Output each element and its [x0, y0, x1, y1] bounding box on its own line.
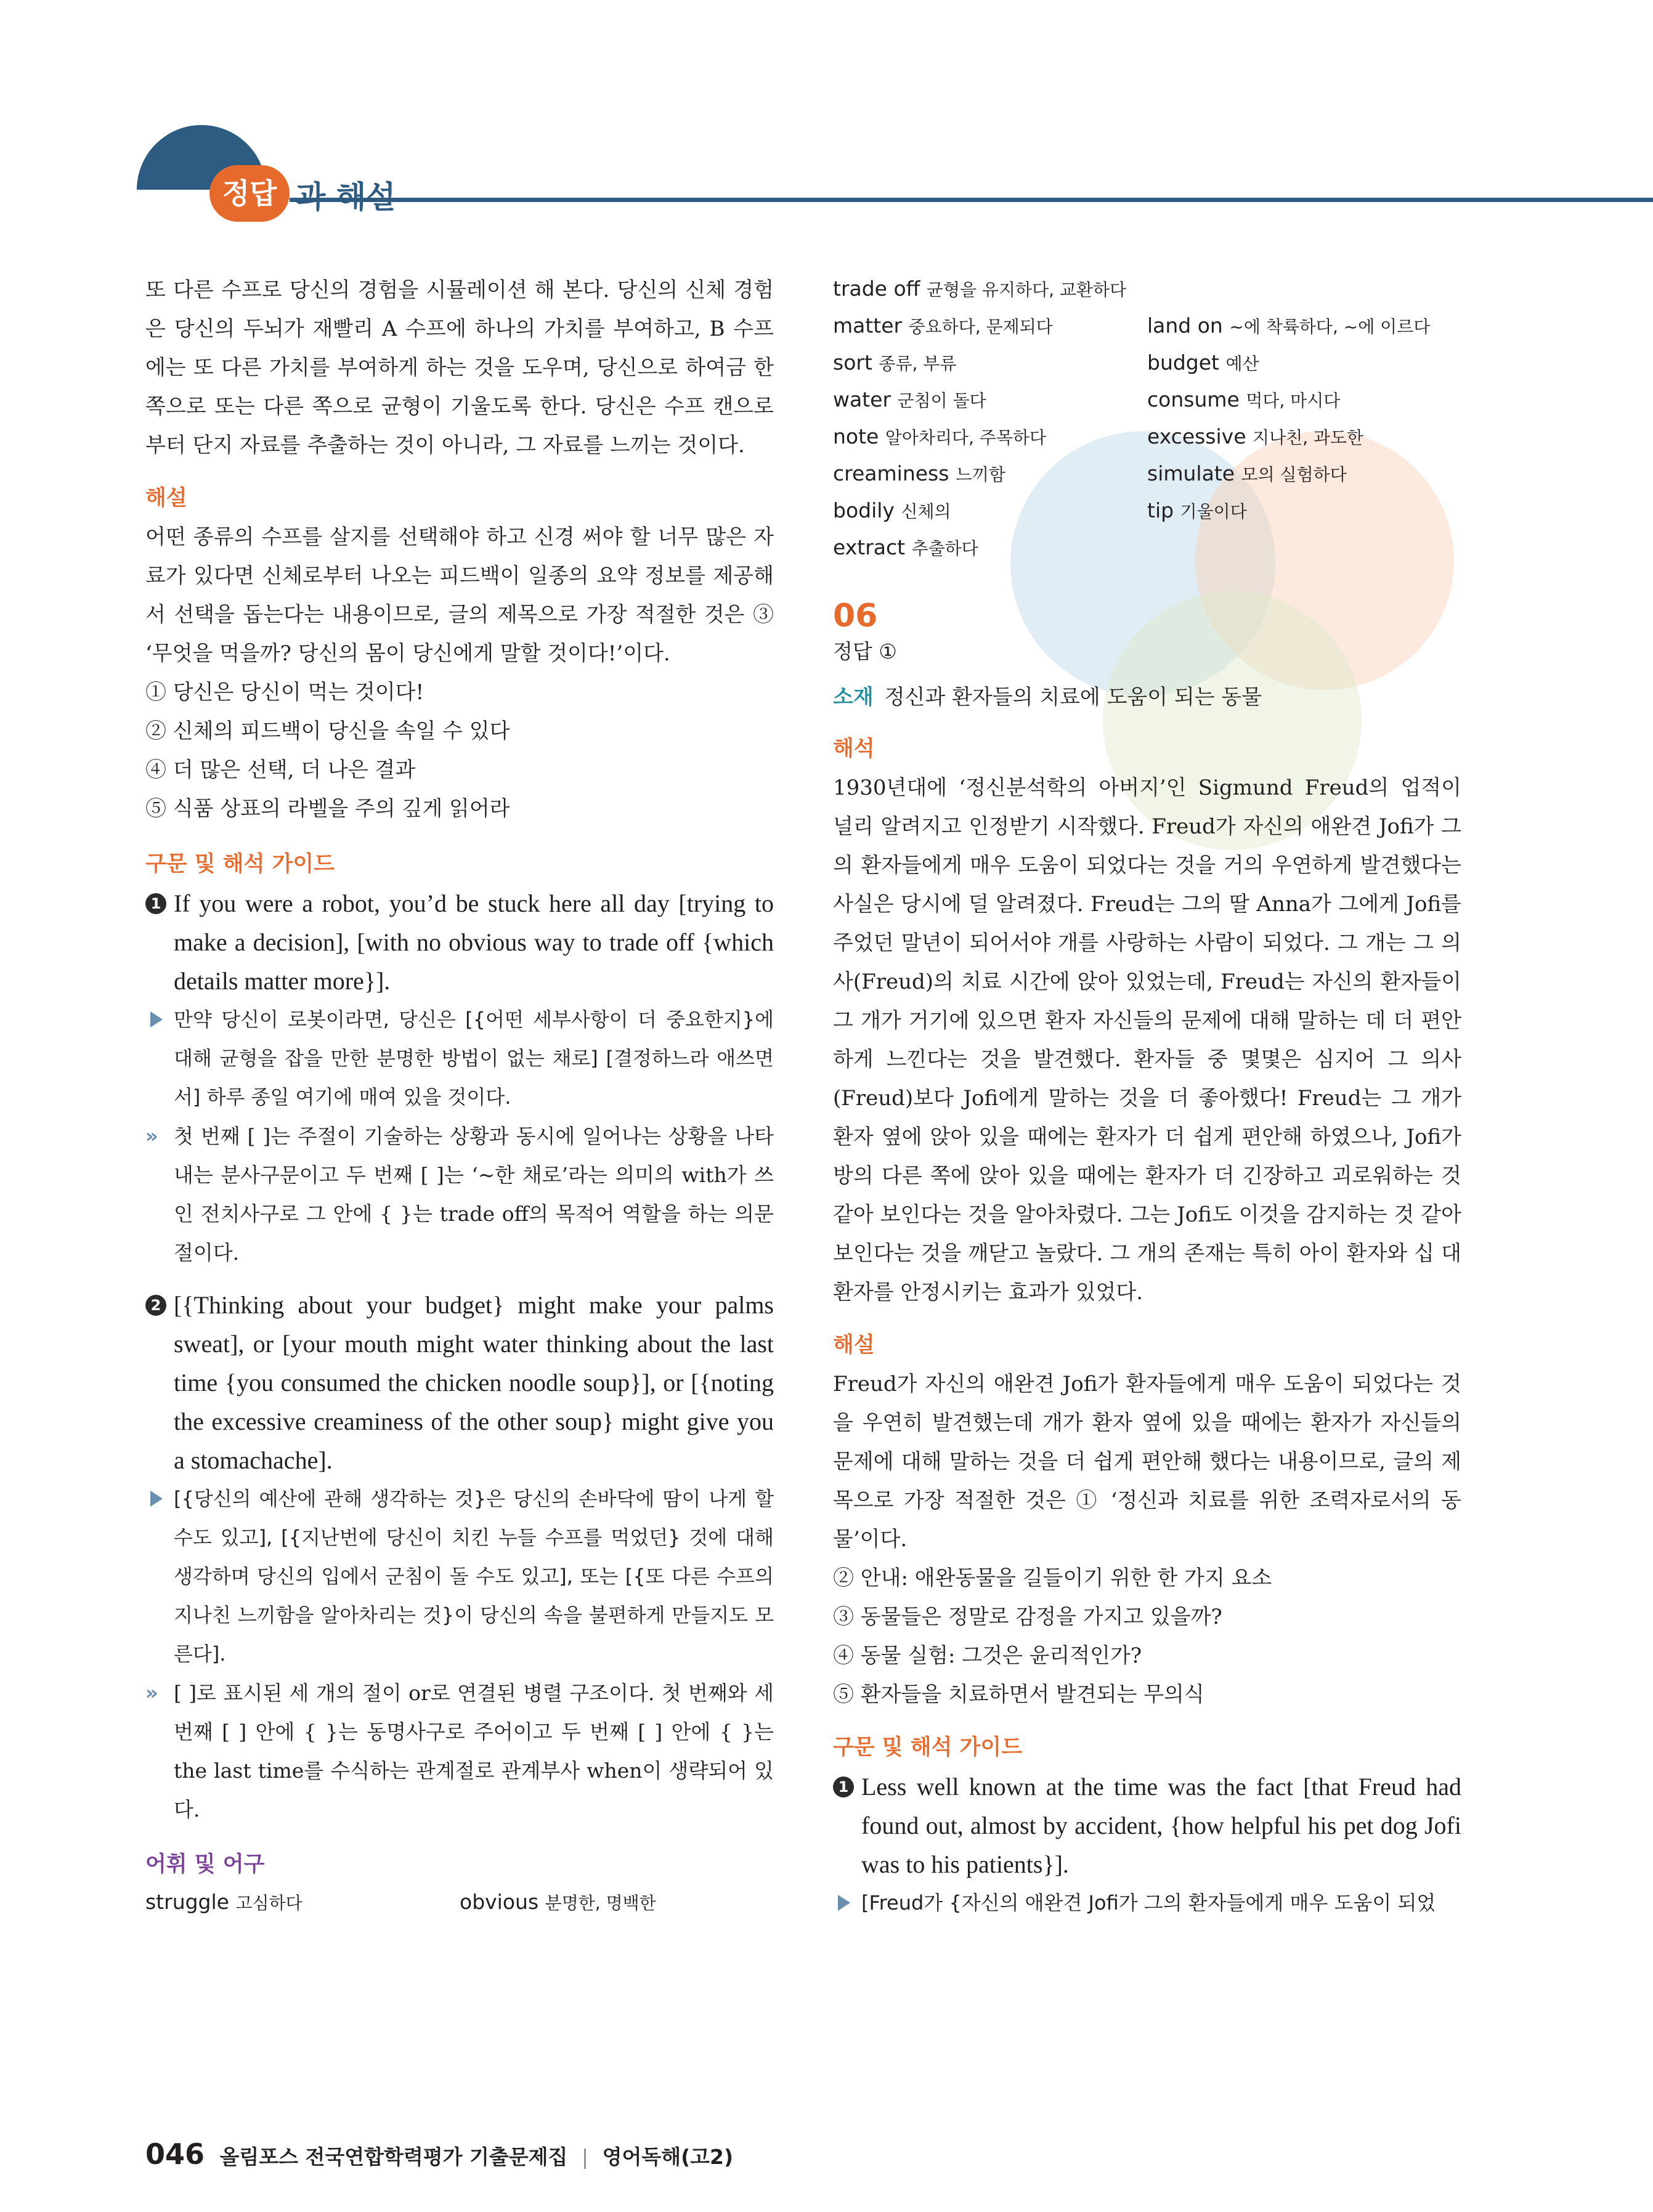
topic-line	[833, 679, 1461, 716]
english-sentence: If you were a robot, you’d be stuck here all day [trying to make a decision], [with no obvious way to trade off {which details matter more}].	[174, 889, 774, 995]
header-rule	[290, 198, 1653, 202]
double-chevron-icon: »	[145, 1124, 158, 1148]
series-title: 올림포스 전국연합학력평가 기출문제집	[219, 2145, 568, 2169]
option-item: ② 신체의 피드백이 당신을 속일 수 있다	[145, 719, 510, 743]
triangle-bullet-icon	[150, 1011, 163, 1027]
vocab-item: extract 추출하다	[833, 535, 978, 559]
number-badge: 1	[833, 1776, 854, 1797]
explanation-text: 어떤 종류의 수프를 살지를 선택해야 하고 신경 써야 할 너무 많은 자료가 있다면 신체로부터 나오는 피드백이 일종의 요약 정보를 제공해서 선택을 돕는다는 내용이므로, 글의 제목으로 가장 적절한 것은 ③ ‘무엇을 먹을까? 당신의 몸이 당신에게 말할 것이다!’이다.	[145, 525, 774, 666]
guide-translation-2	[145, 1480, 774, 1674]
note-text: [ ]로 표시된 세 개의 절이 or로 연결된 병렬 구조이다. 첫 번째와 세 번째 [ ] 안에 { }는 동명사구로 주어이고 두 번째 [ ] 안에 { }는 the last time를 수식하는 관계절로 관계부사 when이 생략되어 있다.	[174, 1681, 774, 1821]
note-text: 첫 번째 [ ]는 주절이 기술하는 상황과 동시에 일어나는 상황을 나타내는 분사구문이고 두 번째 [ ]는 ‘~한 채로’라는 의미의 with가 쓰인 전치사구로 그 안에 { }는 trade off의 목적어 역할을 하는 의문절이다.	[174, 1124, 774, 1265]
vocab-item: simulate 모의 실험하다	[1147, 461, 1347, 485]
vocab-item: water 군침이 돌다	[833, 387, 986, 411]
vocab-item: tip 기울이다	[1147, 498, 1247, 522]
option-item: ⑤ 식품 상표의 라벨을 주의 깊게 읽어라	[145, 796, 510, 821]
wrong-options-list	[145, 673, 774, 828]
explanation-heading: 해설	[145, 486, 187, 511]
translation-text: [{당신의 예산에 관해 생각하는 것}은 당신의 손바닥에 땀이 나게 할 수도 있고], [{지난번에 당신이 치킨 누들 수프를 먹었던} 것에 대해 생각하며 당신의 입에서 군침이 돌 수도 있고], 또는 [{또 다른 수프의 지나친 느끼함을 알아차리는 것}이 당신의 속을 불편하게 만들지도 모른다].	[174, 1487, 774, 1666]
guide-sentence-1	[145, 884, 774, 1000]
option-item: ④ 더 많은 선택, 더 나은 결과	[145, 758, 416, 782]
topic-label: 소재	[833, 685, 874, 710]
option-item: ③ 동물들은 정말로 감정을 가지고 있을까?	[833, 1605, 1222, 1629]
vocab-list	[145, 1884, 774, 1921]
left-column	[145, 271, 774, 1921]
vocab-item: excessive 지나친, 과도한	[1147, 424, 1364, 448]
guide-note-1	[145, 1117, 774, 1272]
vocab-item: budget 예산	[1147, 350, 1259, 375]
header-title: 과 해설	[296, 179, 396, 215]
topic-text: 정신과 환자들의 치료에 도움이 되는 동물	[884, 685, 1262, 710]
explanation-text: Freud가 자신의 애완견 Jofi가 환자들에게 매우 도움이 되었다는 것을 우연히 발견했는데 개가 환자 옆에 있을 때에는 환자가 자신들의 문제에 대해 말하는 것을 더 쉽게 편안해 했다는 내용이므로, 글의 제목으로 가장 적절한 것은 ① ‘정신과 치료를 위한 조력자로서의 동물’이다.	[833, 1372, 1461, 1552]
guide-heading: 구문 및 해석 가이드	[145, 852, 335, 877]
number-badge: 1	[145, 893, 166, 914]
guide-translation-1	[145, 1000, 774, 1117]
page-footer	[145, 2137, 733, 2171]
vocab-item: consume 먹다, 마시다	[1147, 387, 1341, 411]
vocab-item: matter 중요하다, 문제되다	[833, 314, 1053, 338]
guide-note-2	[145, 1674, 774, 1829]
explanation-heading: 해설	[833, 1333, 875, 1358]
triangle-bullet-icon	[838, 1895, 850, 1911]
intro-translation: 또 다른 수프로 당신의 경험을 시뮬레이션 해 본다. 당신의 신체 경험은 당신의 두뇌가 재빨리 A 수프에 하나의 가치를 부여하고, B 수프에는 또 다른 가치를 부여하게 하는 것을 도우며, 당신으로 하여금 한 쪽으로 또는 다른 쪽으로 균형이 기울도록 한다. 당신은 수프 캔으로부터 단지 자료를 추출하는 것이 아니라, 그 자료를 느끼는 것이다.	[145, 278, 774, 458]
vocab-heading: 어휘 및 어구	[145, 1852, 265, 1877]
triangle-bullet-icon	[150, 1491, 163, 1507]
option-item: ② 안내: 애완동물을 길들이기 위한 한 가지 요소	[833, 1566, 1272, 1590]
wrong-options-list	[833, 1559, 1461, 1714]
footer-separator: |	[581, 2145, 589, 2169]
vocab-item	[1147, 271, 1461, 308]
answer-badge: 정답	[209, 165, 290, 222]
vocab-item: land on ~에 착륙하다, ~에 이르다	[1147, 314, 1431, 338]
translation-text: 만약 당신이 로봇이라면, 당신은 [{어떤 세부사항이 더 중요한지}에 대해 균형을 잡을 만한 분명한 방법이 없는 채로] [결정하느라 애쓰면서] 하루 종일 여기에 매여 있을 것이다.	[174, 1008, 774, 1109]
page-number: 046	[145, 2137, 205, 2171]
guide-sentence-2	[145, 1286, 774, 1480]
vocab-item: obvious 분명한, 명백한	[460, 1890, 656, 1914]
answer-line: 정답 ①	[833, 639, 897, 663]
guide-translation-1	[833, 1884, 1461, 1922]
translation-text: 1930년대에 ‘정신분석학의 아버지’인 Sigmund Freud의 업적이 널리 알려지고 인정받기 시작했다. Freud가 자신의 애완견 Jofi가 그의 환자들에게 매우 도움이 되었다는 것을 거의 우연하게 발견했다는 사실은 당시에 덜 알려졌다. Freud는 그의 딸 Anna가 그에게 Jofi를 주었던 말년이 되어서야 개를 사랑하는 사람이 되었다. 그 개는 그 의사(Freud)의 치료 시간에 앉아 있었는데, Freud는 자신의 환자들이 그 개가 거기에 있으면 환자 자신들의 문제에 대해 말하는 데 더 편안하게 느낀다는 것을 발견했다. 환자들 중 몇몇은 심지어 그 의사(Freud)보다 Jofi에게 말하는 것을 더 좋아했다! Freud는 그 개가 환자 옆에 앉아 있을 때에는 환자가 더 쉽게 편안해 하였으나, Jofi가 방의 다른 쪽에 앉아 있을 때에는 환자가 더 긴장하고 괴로워하는 것 같아 보인다는 것을 알아차렸다. 그는 Jofi도 이것을 감지하는 것 같아 보인다는 것을 깨닫고 놀랐다. 그 개의 존재는 특히 아이 환자와 십 대 환자를 안정시키는 효과가 있었다.	[833, 776, 1461, 1305]
question-number: 06	[833, 598, 878, 634]
double-chevron-icon: »	[145, 1681, 158, 1704]
vocab-item: sort 종류, 부류	[833, 350, 957, 375]
translation-heading: 해석	[833, 737, 875, 761]
vocab-item: bodily 신체의	[833, 498, 951, 522]
vocab-item: creaminess 느끼함	[833, 461, 1006, 485]
option-item: ① 당신은 당신이 먹는 것이다!	[145, 680, 424, 705]
translation-text: [Freud가 {자신의 애완견 Jofi가 그의 환자들에게 매우 도움이 되었	[861, 1891, 1436, 1914]
vocab-item: trade off 균형을 유지하다, 교환하다	[833, 277, 1127, 301]
vocab-item	[1147, 530, 1461, 567]
vocab-item: note 알아차리다, 주목하다	[833, 424, 1047, 448]
vocab-list	[833, 271, 1461, 567]
english-sentence: Less well known at the time was the fact [that Freud had found out, almost by accident, {how helpful his pet dog Jofi was to his patients}].	[861, 1773, 1461, 1878]
guide-heading: 구문 및 해석 가이드	[833, 1735, 1023, 1760]
number-badge: 2	[145, 1295, 166, 1316]
subject-title: 영어독해(고2)	[602, 2145, 734, 2169]
vocab-item: struggle 고심하다	[145, 1890, 303, 1914]
guide-sentence-1	[833, 1767, 1461, 1884]
english-sentence: [{Thinking about your budget} might make your palms sweat], or [your mouth might water thinking about the last time {you consumed the chicken noodle soup}], or [{noting the excessive creaminess of the other soup} might give you a stomachache].	[174, 1291, 774, 1474]
option-item: ④ 동물 실험: 그것은 윤리적인가?	[833, 1643, 1142, 1668]
option-item: ⑤ 환자들을 치료하면서 발견되는 무의식	[833, 1682, 1204, 1707]
right-column	[833, 271, 1461, 1922]
